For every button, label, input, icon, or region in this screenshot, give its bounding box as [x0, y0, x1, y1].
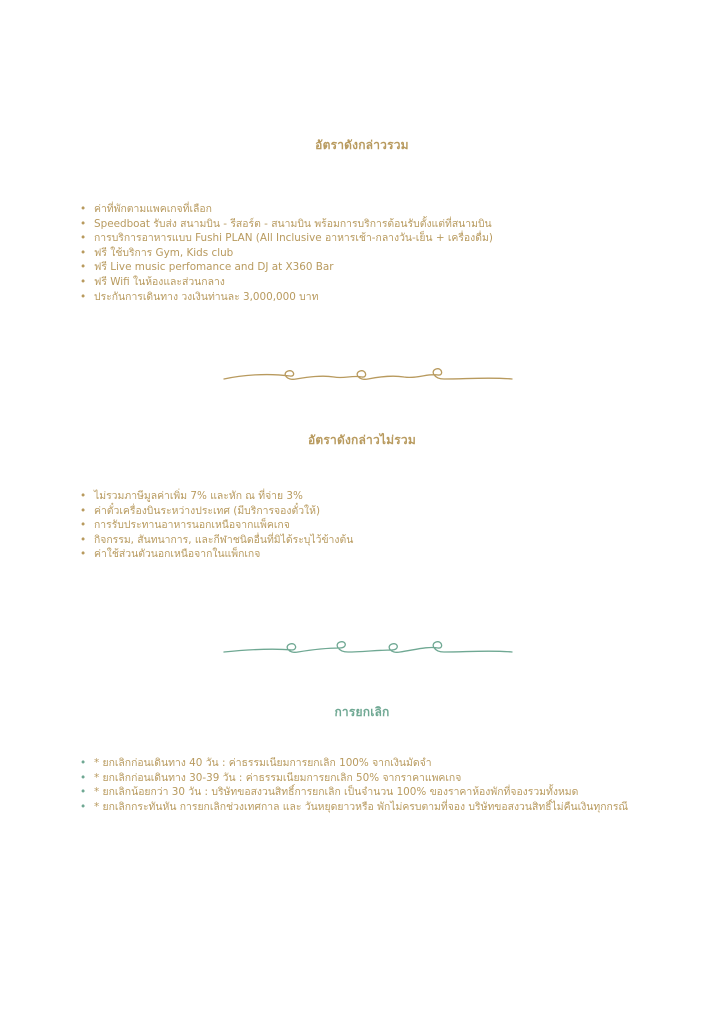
- bullet-icon: •: [80, 771, 87, 784]
- cancellation-list: [80, 756, 644, 814]
- bullet-icon: •: [80, 232, 87, 245]
- list-item: • * ยกเลิกน้อยกว่า 30 วัน : บริษัทขอสงวนสิทธิ์การยกเลิก เป็นจำนวน 100% ของราคาห้องพักที่จองรวมทั้งหมด: [80, 786, 579, 799]
- bullet-icon: •: [80, 757, 87, 769]
- ornamental-swirl-divider-icon: [222, 363, 514, 391]
- bullet-icon: •: [80, 261, 87, 274]
- list-item: • ฟรี Live music perfomance and DJ at X360 Bar: [80, 261, 334, 274]
- excluded-list: [80, 489, 353, 562]
- bullet-icon: •: [80, 504, 87, 517]
- list-item: • ค่าตั๋วเครื่องบินระหว่างประเทศ (มีบริการจองตั๋วให้): [80, 504, 321, 517]
- list-item: • การบริการอาหารแบบ Fushi PLAN (All Inclusive อาหารเช้า-กลางวัน-เย็น + เครื่องดื่ม): [80, 232, 493, 245]
- list-item: • * ยกเลิกก่อนเดินทาง 40 วัน : ค่าธรรมเนียมการยกเลิก 100% จากเงินมัดจำ: [80, 757, 432, 769]
- list-item: • กิจกรรม, สันทนาการ, และกีฬาชนิดอื่นที่มิได้ระบุไว้ข้างต้น: [80, 533, 354, 546]
- bullet-icon: •: [80, 548, 87, 561]
- excluded-heading: อัตราดังกล่าวไม่รวม: [308, 433, 416, 447]
- list-item: • * ยกเลิกก่อนเดินทาง 30-39 วัน : ค่าธรรมเนียมการยกเลิก 50% จากราคาแพคเกจ: [80, 771, 462, 784]
- bullet-icon: •: [80, 533, 87, 546]
- list-item: • ค่าที่พักตามแพคเกจที่เลือก: [80, 203, 212, 215]
- list-item: • ประกันการเดินทาง วงเงินท่านละ 3,000,000 บาท: [80, 290, 319, 303]
- included-heading: อัตราดังกล่าวรวม: [315, 138, 409, 152]
- bullet-icon: •: [80, 275, 87, 288]
- bullet-icon: •: [80, 490, 87, 502]
- list-item: • การรับประทานอาหารนอกเหนือจากแพ็คเกจ: [80, 519, 290, 532]
- bullet-icon: •: [80, 290, 87, 303]
- bullet-icon: •: [80, 519, 87, 532]
- bullet-icon: •: [80, 786, 87, 799]
- ornamental-swirl-divider-icon: [222, 634, 514, 662]
- list-item: • Speedboat รับส่ง สนามบิน - รีสอร์ต - สนามบิน พร้อมการบริการต้อนรับตั้งแต่ที่สนามบิน: [80, 217, 492, 230]
- bullet-icon: •: [80, 217, 87, 230]
- bullet-icon: •: [80, 246, 87, 259]
- list-item: • ค่าใช้ส่วนตัวนอกเหนือจากในแพ็กเกจ: [80, 548, 261, 561]
- list-item: • ฟรี Wifi ในห้องและส่วนกลาง: [80, 275, 225, 288]
- bullet-icon: •: [80, 800, 87, 813]
- list-item: • ฟรี ใช้บริการ Gym, Kids club: [80, 246, 234, 259]
- cancellation-heading: การยกเลิก: [334, 705, 390, 719]
- list-item: • ไม่รวมภาษีมูลค่าเพิ่ม 7% และหัก ณ ที่จ่าย 3%: [80, 490, 303, 502]
- bullet-icon: •: [80, 203, 87, 215]
- included-list: [80, 202, 493, 304]
- list-item: • * ยกเลิกกระทันหัน การยกเลิกช่วงเทศกาล และ วันหยุดยาวหรือ พักไม่ครบตามที่จอง บริษัทขอสงวนสิทธิ์ไม่คืนเงินทุกกรณี: [80, 800, 629, 813]
